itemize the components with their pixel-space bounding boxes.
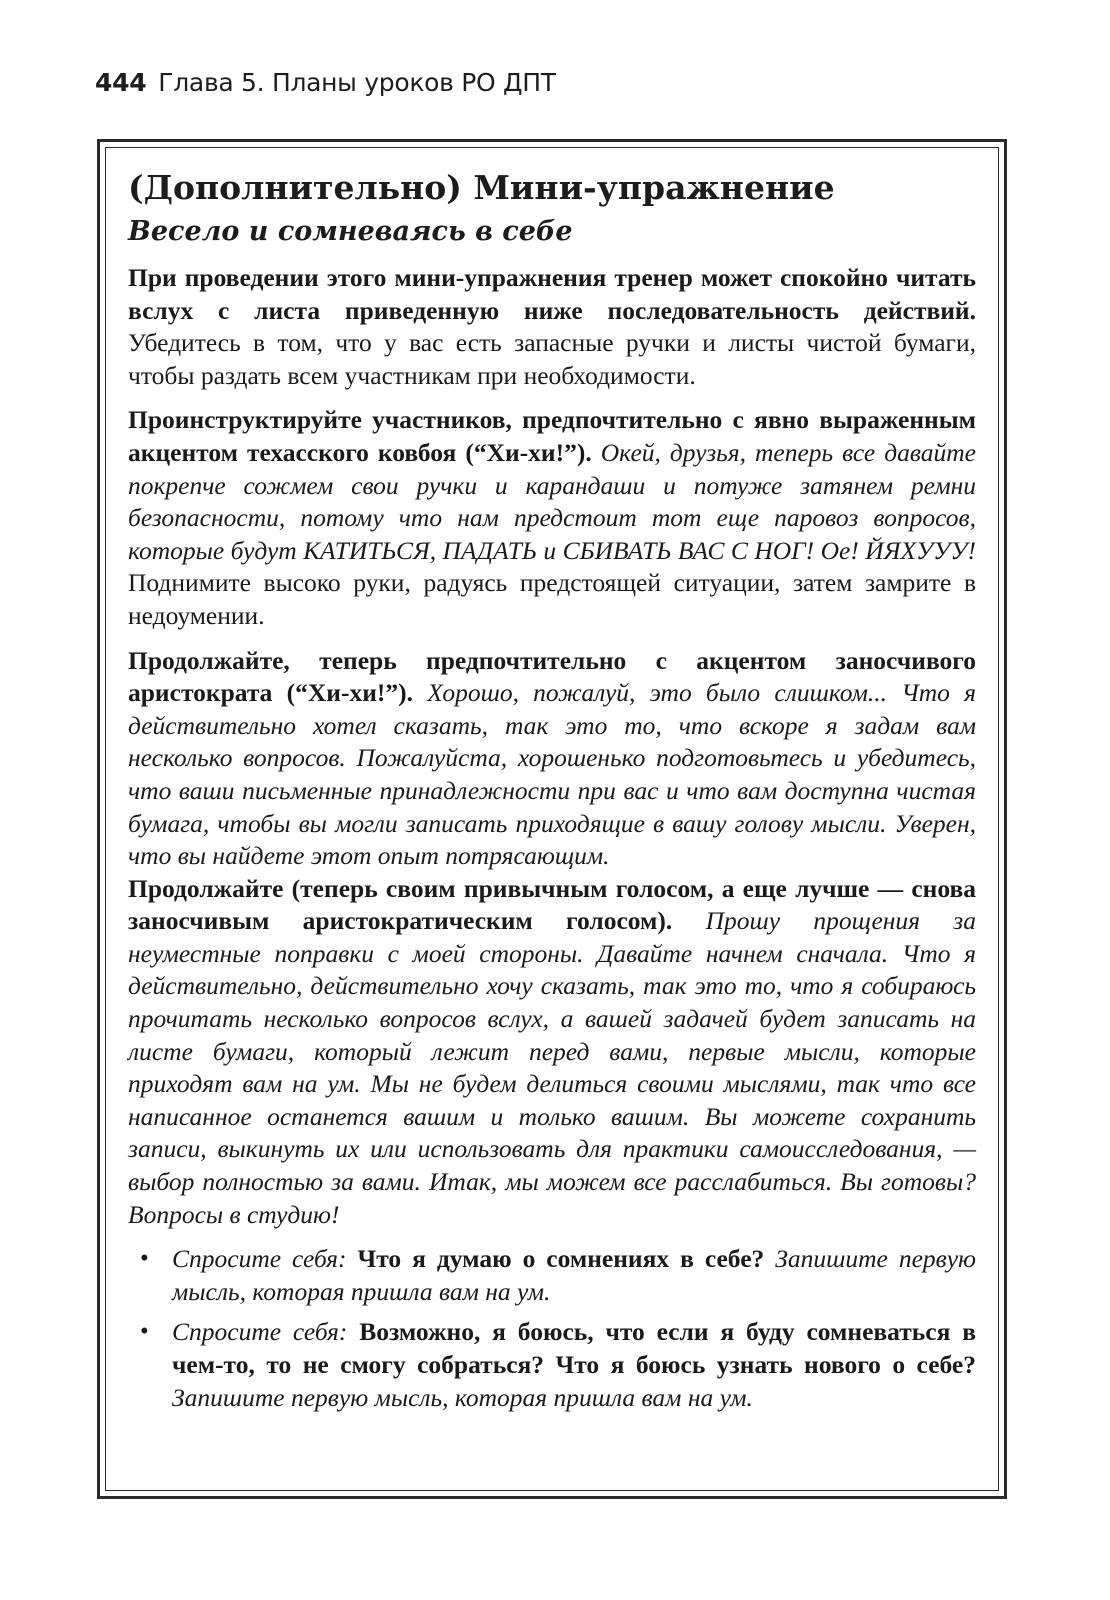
question-instruction: Запишите первую мысль, которая пришла вам на ум.	[172, 1244, 977, 1306]
exercise-box-inner	[105, 147, 999, 1491]
aristocrat-bold: Продолжайте, теперь предпочтительно с акцентом заносчивого аристократа (“Хи-хи!”).	[128, 645, 976, 708]
paragraph-aristocrat	[128, 645, 976, 873]
question-item	[128, 1316, 976, 1414]
cowboy-italic: Окей, друзья, теперь все давайте покрепче сожмем свои ручки и карандаши и потуже затянем ремни безопасности, потому что нам предстоит тот еще паровоз вопросов, которые будут КАТИТЬСЯ, ПАДАТЬ и СБИВАТЬ ВАС С НОГ! Ое! ЙЯХУУУ!	[128, 437, 976, 565]
question-instruction: Запишите первую мысль, которая пришла вам на ум.	[172, 1382, 753, 1412]
cowboy-bold: Проинструктируйте участников, предпочтительно с явно выраженным акцентом техасского ковбоя (“Хи-хи!”).	[128, 405, 976, 467]
question-item	[128, 1243, 976, 1308]
bullet-icon: •	[140, 1245, 149, 1273]
chapter-title: Глава 5. Планы уроков РО ДПТ	[158, 68, 556, 97]
page-number: 444	[95, 68, 147, 97]
bullet-icon: •	[140, 1318, 149, 1346]
question-lead: Спросите себя:	[172, 1317, 348, 1347]
box-title: (Дополнительно) Мини-упражнение	[128, 168, 835, 207]
exercise-box	[97, 139, 1007, 1499]
continue-italic: Прошу прощения за неуместные поправки с моей стороны. Давайте начнем сначала. Что я действительно, действительно хочу сказать, так это то, что я собираюсь прочитать несколько вопросов вслух, а вашей задачей будет записать на листе бумаги, который лежит перед вами, первые мысли, которые приходят вам на ум. Мы не будем делиться своими мыслями, так что все написанное останется вашим и только вашим. Вы можете сохранить записи, выкинуть их или использовать для практики самоисследования, — выбор полностью за вами. Итак, мы можем все расслабиться. Вы готовы? Вопросы в студию!	[128, 906, 976, 1229]
question-lead: Спросите себя:	[172, 1244, 347, 1274]
box-subtitle: Весело и сомневаясь в себе	[128, 216, 573, 247]
paragraph-intro	[128, 262, 976, 392]
question-text: Что я думаю о сомнениях в себе?	[346, 1244, 765, 1274]
paragraph-cowboy	[128, 404, 976, 632]
running-head	[95, 68, 556, 97]
question-list	[128, 1243, 976, 1414]
intro-bold: При проведении этого мини-упражнения тренер может спокойно читать вслух с листа приведенную ниже последовательность действий.	[128, 263, 976, 325]
paragraph-continue	[128, 873, 976, 1232]
question-text: Возможно, я боюсь, что если я буду сомневаться в чем-то, то не смогу собраться? Что я боюсь узнать нового о себе?	[172, 1317, 977, 1379]
continue-bold: Продолжайте (теперь своим привычным голосом, а еще лучше — снова заносчивым аристократическим голосом).	[128, 873, 976, 936]
cowboy-regular: Поднимите высоко руки, радуясь предстоящей ситуации, затем замрите в недоумении.	[128, 568, 976, 630]
aristocrat-italic: Хорошо, пожалуй, это было слишком... Что я действительно хотел сказать, так это то, что вскоре я задам вам несколько вопросов. Пожалуйста, хорошенько подготовьтесь и убедитесь, что ваши письменные принадлежности при вас и что вам доступна чистая бумага, чтобы вы могли записать приходящие в вашу голову мысли. Уверен, что вы найдете этот опыт потрясающим.	[128, 678, 976, 871]
intro-regular: Убедитесь в том, что у вас есть запасные ручки и листы чистой бумаги, чтобы раздать всем участникам при необходимости.	[128, 328, 976, 390]
